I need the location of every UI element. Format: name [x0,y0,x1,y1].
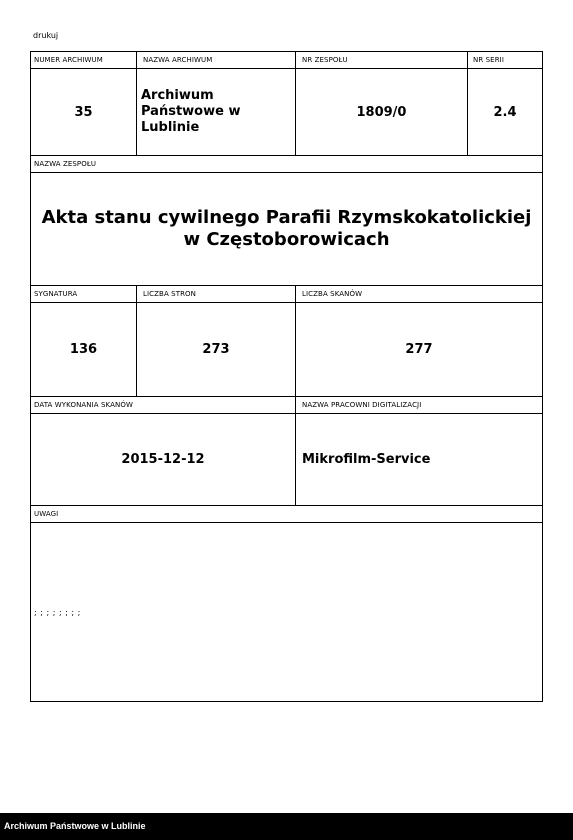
fonds-name-label: NAZWA ZESPOŁU [34,160,97,168]
digitization-lab-value: Mikrofilm-Service [302,452,431,467]
scan-date-value: 2015-12-12 [121,452,205,467]
archive-number-label: NUMER ARCHIWUM [34,56,103,64]
series-number-value: 2.4 [493,104,517,120]
scan-count-value: 277 [405,342,433,357]
divider [30,505,543,506]
page-count-label: LICZBA STRON [143,290,196,298]
series-number-label: NR SERII [473,56,504,64]
notes-label: UWAGI [34,510,59,518]
archive-number-value: 35 [74,104,93,120]
divider [30,396,543,397]
print-link[interactable]: drukuj [33,31,59,40]
archive-name-label: NAZWA ARCHIWUM [143,56,213,64]
signature-value: 136 [69,342,98,357]
footer-bar [0,813,573,840]
divider [30,285,543,286]
page-count-value: 273 [202,342,230,357]
fonds-number-value: 1809/0 [356,104,407,120]
divider [295,396,296,506]
digitization-lab-label: NAZWA PRACOWNI DIGITALIZACJI [302,401,422,409]
notes-value: ; ; ; ; ; ; ; ; [34,608,81,617]
scan-count-label: LICZBA SKANÓW [302,290,363,298]
footer-archive-name: Archiwum Państwowe w Lublinie [4,821,146,831]
divider [30,522,543,523]
archive-name-value: Archiwum Państwowe w Lublinie [141,88,241,135]
signature-label: SYGNATURA [34,290,78,298]
scan-date-label: DATA WYKONANIA SKANÓW [34,401,133,409]
fonds-number-label: NR ZESPOŁU [302,56,348,64]
divider [136,51,137,156]
fonds-name-value: Akta stanu cywilnego Parafii Rzymskokatolickiej w Częstoborowicach [41,207,532,250]
